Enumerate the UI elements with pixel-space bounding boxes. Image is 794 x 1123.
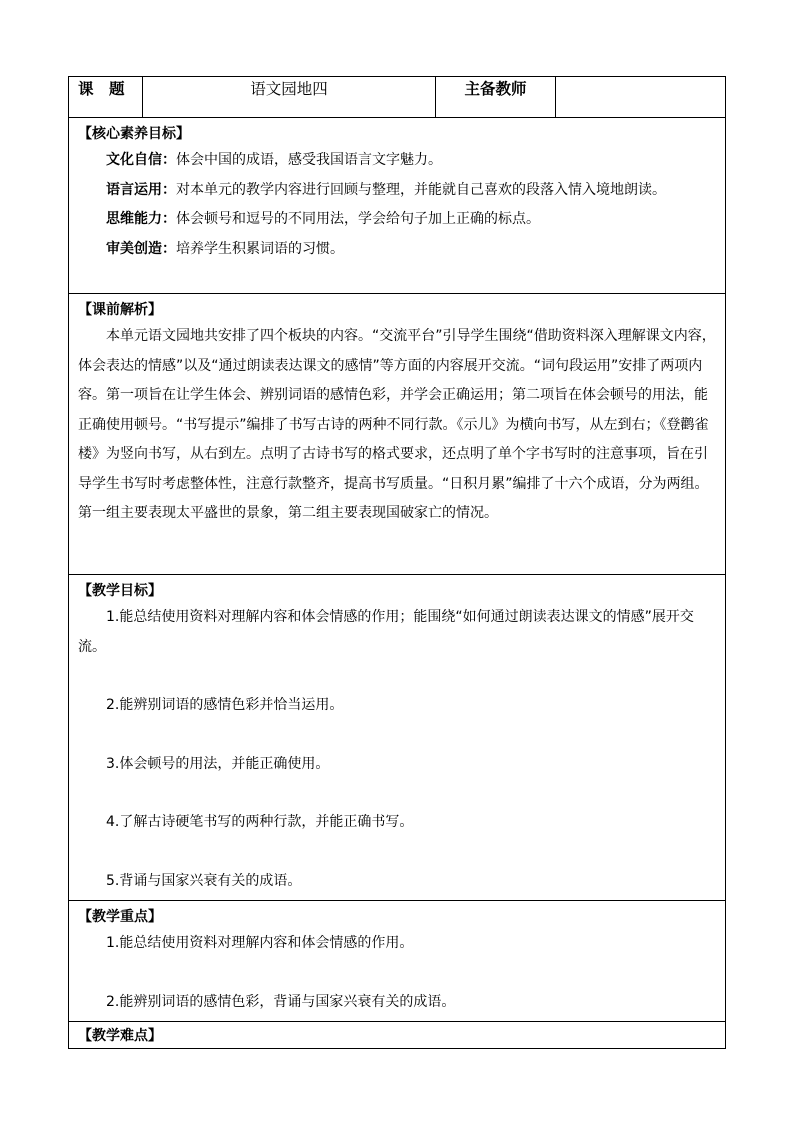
core-goal-label: 文化自信： (106, 152, 176, 168)
objectives-row (69, 575, 726, 901)
spacer (78, 779, 718, 808)
analysis-title: 【课前解析】 (78, 302, 162, 318)
topic-label-cell (69, 77, 143, 118)
core-goal-label: 审美创造： (106, 240, 176, 257)
teacher-label-cell (436, 77, 556, 118)
spacer (78, 838, 718, 867)
analysis-text: 本单元语文园地共安排了四个板块的内容。“交流平台”引导学生围绕“借助资料深入理解课文内容，体会表达的情感”以及“通过朗读表达课文的感情”等方面的内容展开交流。“词句段运用”安排了两项内容。第一项旨在让学生体会、辨别词语的感情色彩，并学会正确运用；第二项旨在体会顿号的用法，能正确使用顿号。“书写提示”编排了书写古诗的两种不同行款。《示儿》为横向书写，从左到右；《登鹳雀楼》为竖向书写，从右到左。点明了古诗书写的格式要求，还点明了单个字书写时的注意事项，旨在引导学生书写时考虑整体性，注意行款整齐，提高书写质量。“日积月累”编排了十六个成语，分为两组。第一组主要表现太平盛世的景象，第二组主要表现国破家亡的情况。 (78, 328, 716, 521)
core-goal-label: 思维能力： (106, 211, 176, 227)
core-goal-item (78, 205, 718, 235)
teacher-value-cell (556, 77, 726, 118)
difficulties-section (69, 1022, 726, 1049)
objective-item: 5.背诵与国家兴衰有关的成语。 (106, 872, 302, 889)
key-points-section (69, 901, 726, 1022)
spacer (78, 721, 718, 750)
core-goal-item (78, 176, 718, 206)
objective-item: 4.了解古诗硬笔书写的两种行款，并能正确书写。 (106, 814, 414, 830)
core-goals-title: 【核心素养目标】 (78, 126, 190, 142)
analysis-section (69, 294, 726, 575)
objective-item: 1.能总结使用资料对理解内容和体会情感的作用；能围绕“如何通过朗读表达课文的情感”展开交流。 (78, 609, 694, 655)
objective-item: 3.体会顿号的用法，并能正确使用。 (106, 755, 330, 772)
lesson-plan-table (68, 76, 726, 1049)
core-goal-text: 对本单元的教学内容进行回顾与整理，并能就自己喜欢的段落入情入境地朗读。 (176, 181, 666, 198)
key-points-row (69, 901, 726, 1022)
objectives-section (69, 575, 726, 901)
core-goals-row (69, 118, 726, 294)
key-points-title: 【教学重点】 (78, 909, 162, 925)
objective-item: 2.能辨别词语的感情色彩并恰当运用。 (106, 697, 344, 713)
spacer (78, 959, 718, 988)
core-goal-text: 体会中国的成语，感受我国语言文字魅力。 (176, 152, 442, 168)
objectives-title: 【教学目标】 (78, 583, 162, 599)
header-row (69, 77, 726, 118)
lesson-plan-page (68, 76, 726, 1049)
difficulties-title: 【教学难点】 (78, 1028, 162, 1044)
core-goals-section (69, 118, 726, 294)
topic-value-cell (143, 77, 436, 118)
topic-value: 语文园地四 (250, 80, 328, 98)
core-goal-item (78, 146, 718, 176)
core-goal-item (78, 235, 718, 265)
topic-label: 课 题 (78, 80, 125, 98)
key-point-item: 1.能总结使用资料对理解内容和体会情感的作用。 (106, 935, 414, 951)
key-point-item: 2.能辨别词语的感情色彩，背诵与国家兴衰有关的成语。 (106, 993, 456, 1010)
core-goal-text: 体会顿号和逗号的不同用法，学会给句子加上正确的标点。 (176, 211, 540, 227)
core-goal-label: 语言运用： (106, 181, 176, 198)
analysis-row (69, 294, 726, 575)
difficulties-row (69, 1022, 726, 1049)
core-goal-text: 培养学生积累词语的习惯。 (176, 240, 344, 257)
spacer (78, 662, 718, 691)
teacher-label: 主备教师 (464, 80, 527, 98)
